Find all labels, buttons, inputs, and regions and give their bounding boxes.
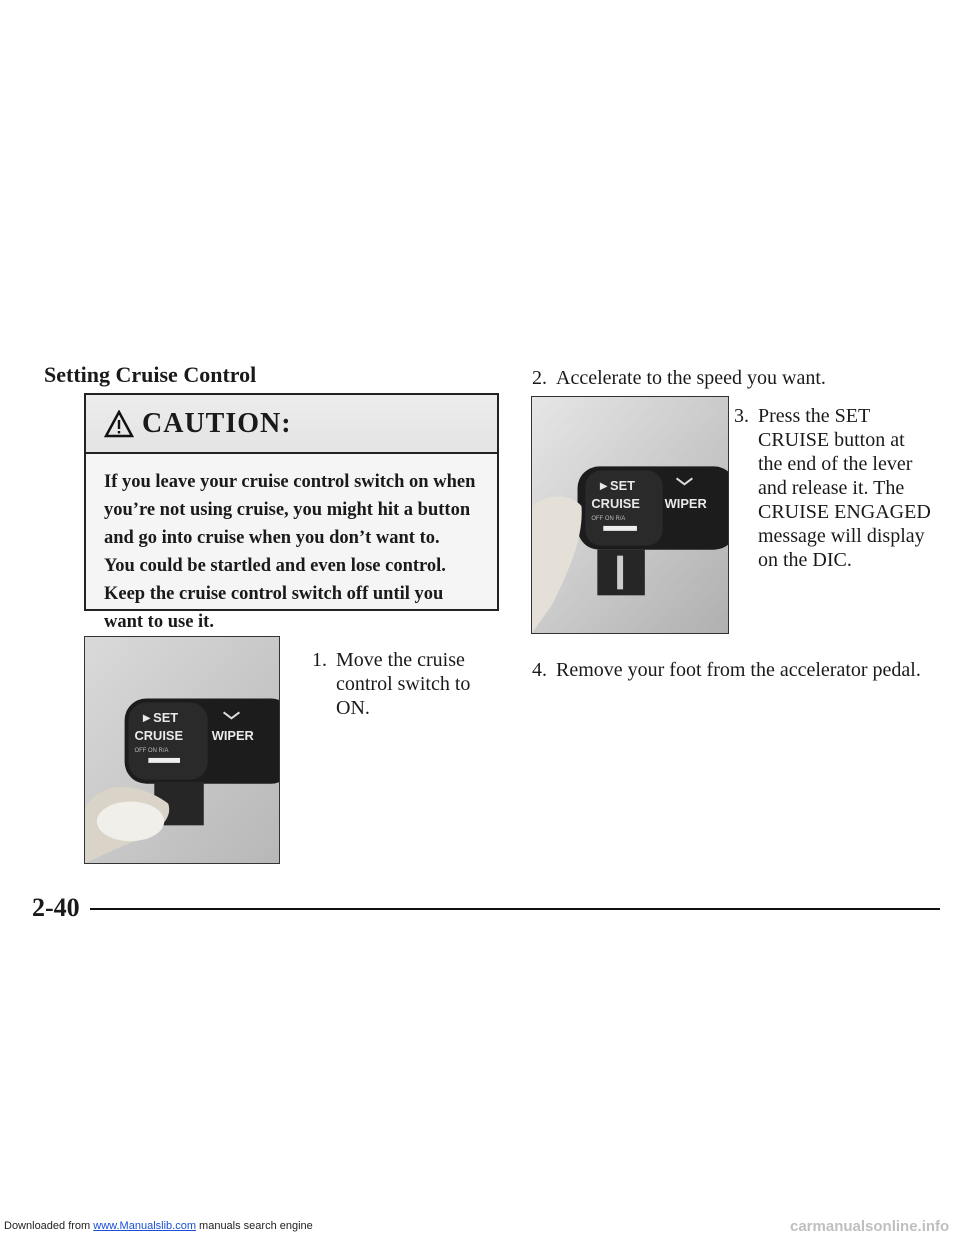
caution-paragraph: If you leave your cruise control switch on when you’re not using cruise, you might hit a button and go into cruise when you don’t want to. bbox=[104, 472, 476, 548]
step-number: 2. bbox=[532, 367, 547, 389]
stalk-set-label: ►SET bbox=[140, 710, 179, 726]
caution-paragraph: You could be startled and even lose control. Keep the cruise control switch off until you want to use it. bbox=[104, 556, 446, 632]
stalk-set-label: ►SET bbox=[597, 478, 636, 494]
step-text: Remove your foot from the accelerator pedal. bbox=[556, 659, 921, 681]
step-text: Move the cruise control switch to ON. bbox=[336, 649, 471, 719]
step-number: 4. bbox=[532, 659, 547, 681]
caution-box bbox=[84, 393, 499, 632]
section-title: Setting Cruise Control bbox=[44, 362, 257, 387]
step-item bbox=[312, 648, 502, 720]
stalk-cruise-label: CRUISE bbox=[591, 496, 640, 512]
page-number: 2-40 bbox=[32, 893, 80, 922]
stalk-wiper-label: WIPER bbox=[664, 496, 707, 512]
warning-triangle-icon bbox=[104, 410, 134, 438]
step-text: Accelerate to the speed you want. bbox=[556, 367, 826, 389]
manualslib-link[interactable]: www.Manualslib.com bbox=[93, 1220, 196, 1232]
set-button-photo bbox=[531, 396, 729, 634]
download-prefix: Downloaded from bbox=[4, 1220, 94, 1232]
download-suffix: manuals search engine bbox=[195, 1220, 313, 1232]
caution-title: CAUTION: bbox=[142, 407, 292, 439]
stalk-positions-label: OFF ON R/A bbox=[134, 747, 169, 754]
caution-body bbox=[86, 454, 497, 636]
step-item bbox=[734, 404, 934, 572]
caution-header bbox=[86, 395, 497, 454]
step-item bbox=[532, 658, 932, 682]
footer-rule bbox=[90, 908, 940, 910]
step-text: Press the SET CRUISE button at the end of the lever and release it. The CRUISE ENGAGED message will display on the DIC. bbox=[758, 405, 931, 571]
cruise-switch-photo bbox=[84, 636, 280, 864]
stalk-cruise-label: CRUISE bbox=[134, 728, 184, 744]
stalk-positions-label: OFF ON R/A bbox=[591, 515, 626, 522]
step-item bbox=[532, 366, 932, 390]
watermark: carmanualsonline.info bbox=[790, 1218, 950, 1235]
step-number: 1. bbox=[312, 649, 327, 671]
download-note bbox=[4, 1220, 313, 1232]
step-number: 3. bbox=[734, 405, 749, 427]
stalk-wiper-label: WIPER bbox=[211, 728, 254, 744]
